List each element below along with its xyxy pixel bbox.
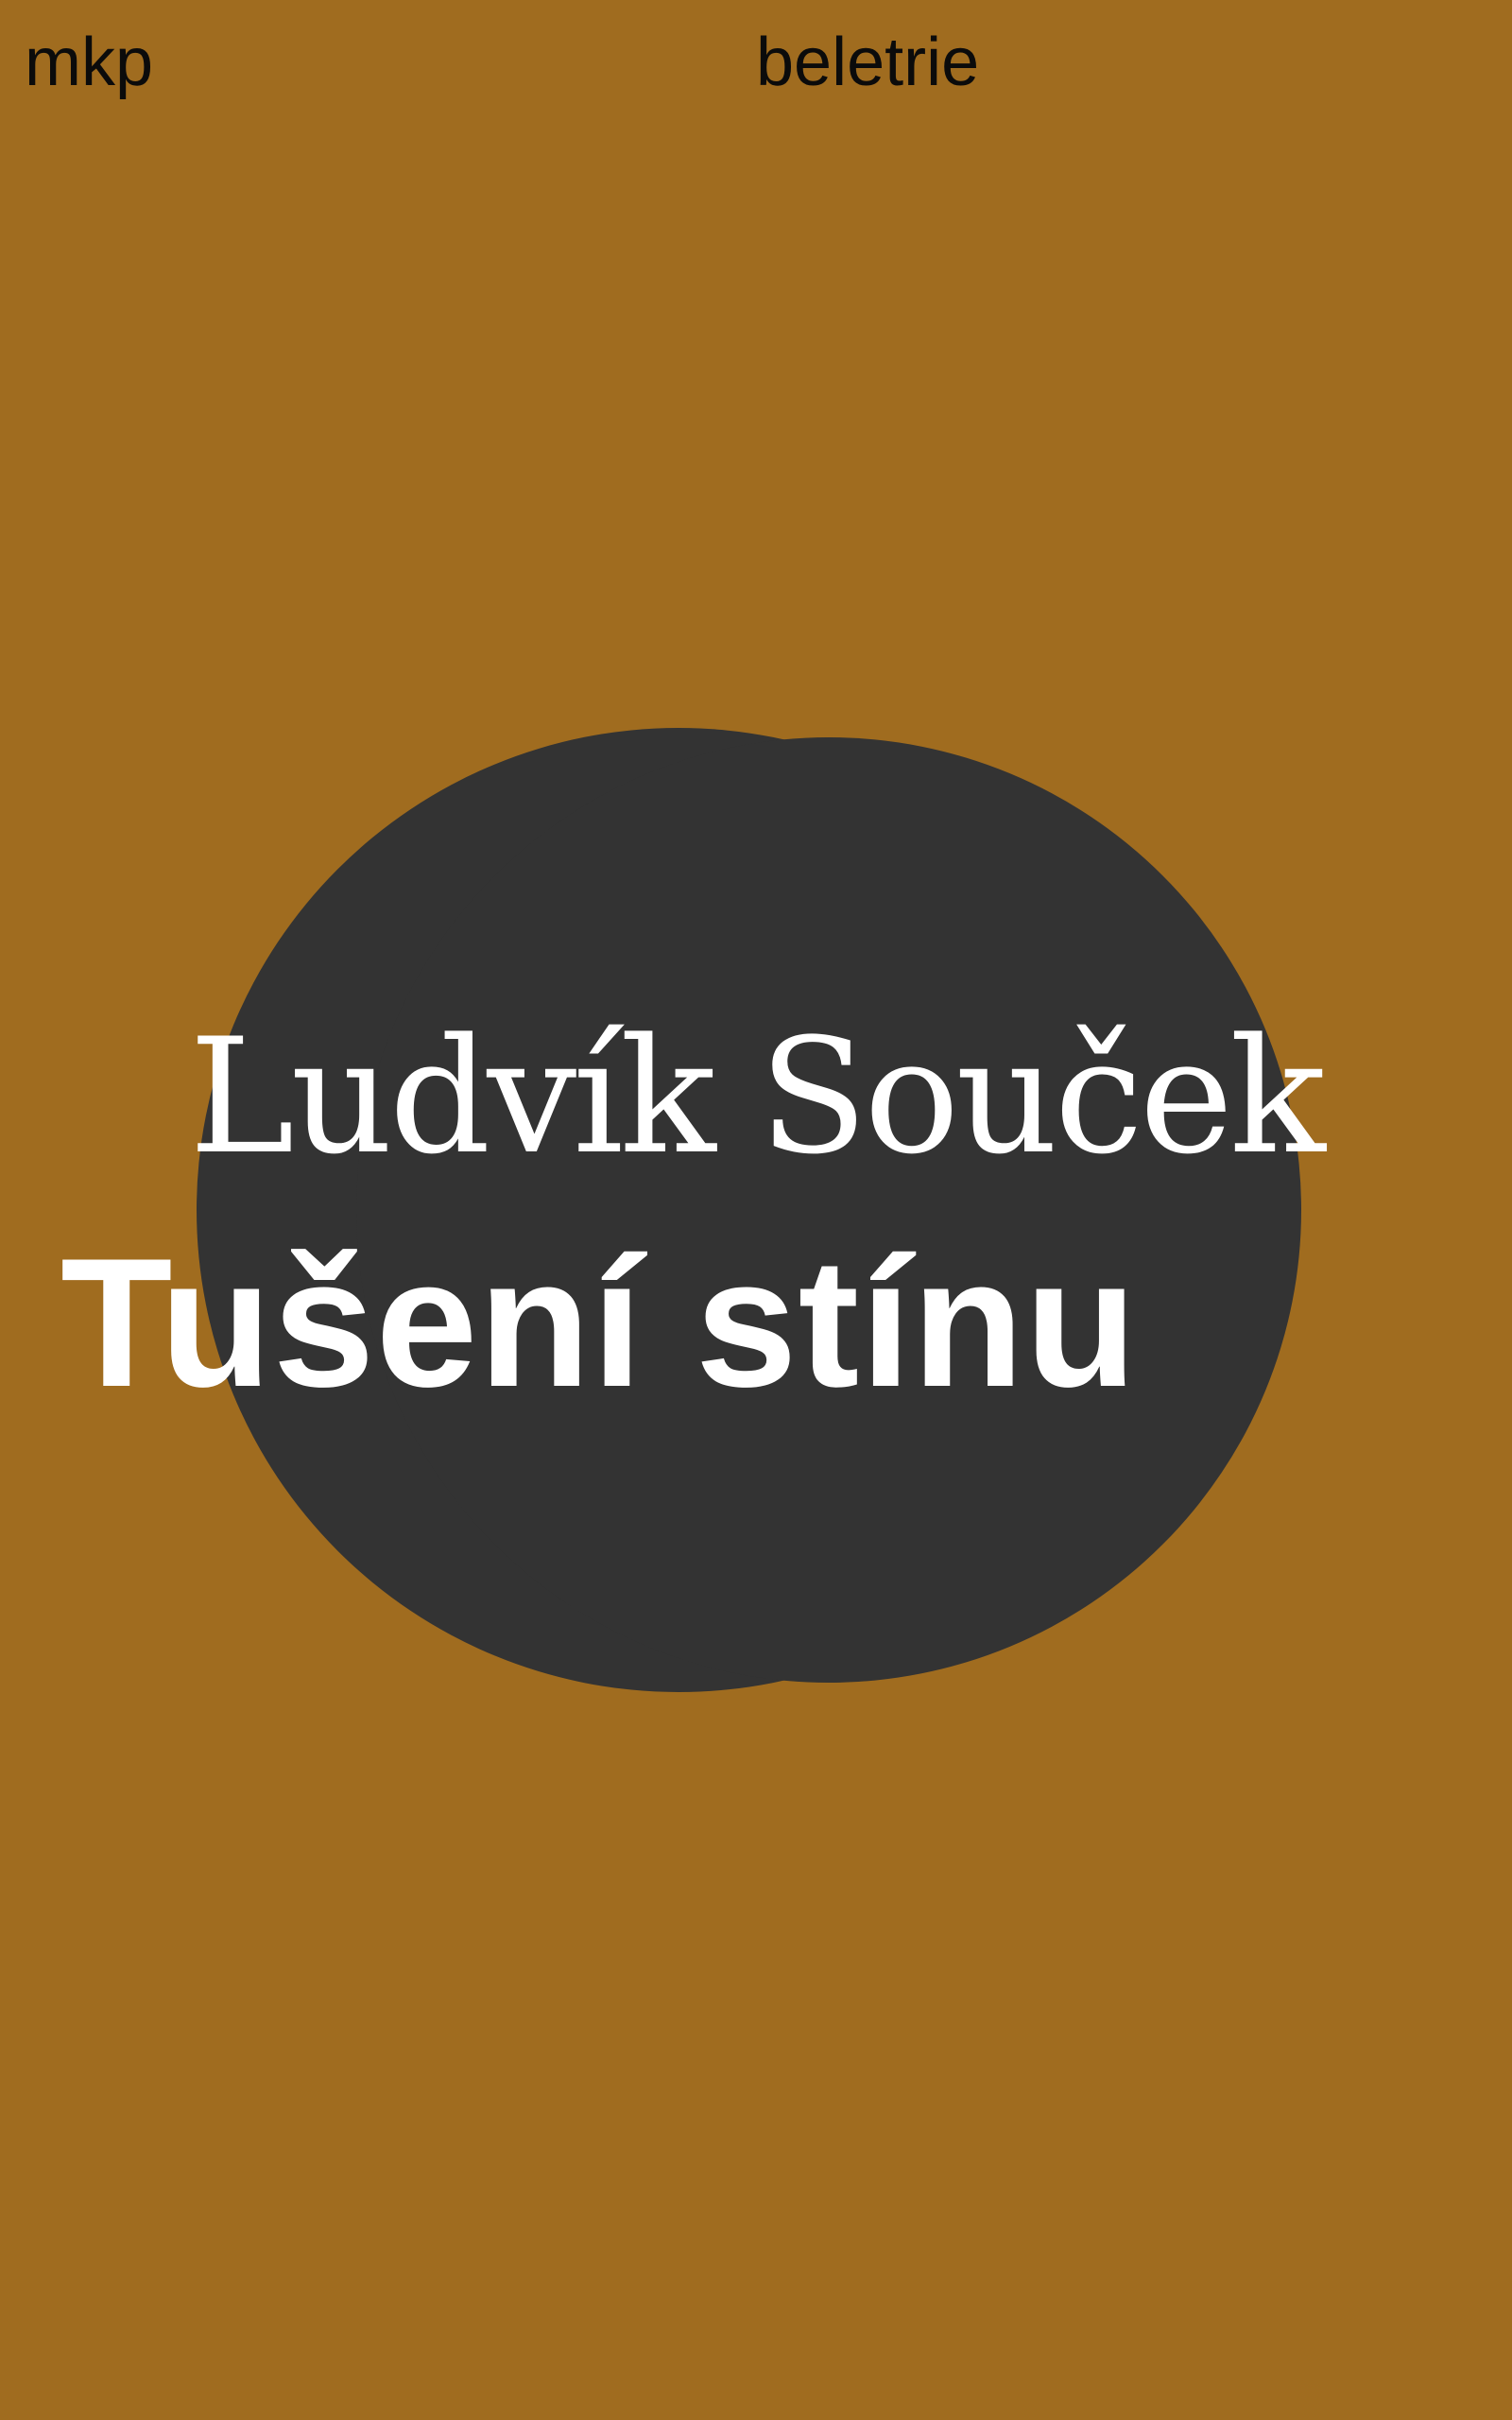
publisher-label: mkp [25,25,154,100]
genre-label: beletrie [756,25,980,100]
right-circle-shape [356,737,1301,1683]
book-title: Tušení stínu [60,1220,1139,1426]
author-name: Ludvík Souček [189,1004,1322,1189]
